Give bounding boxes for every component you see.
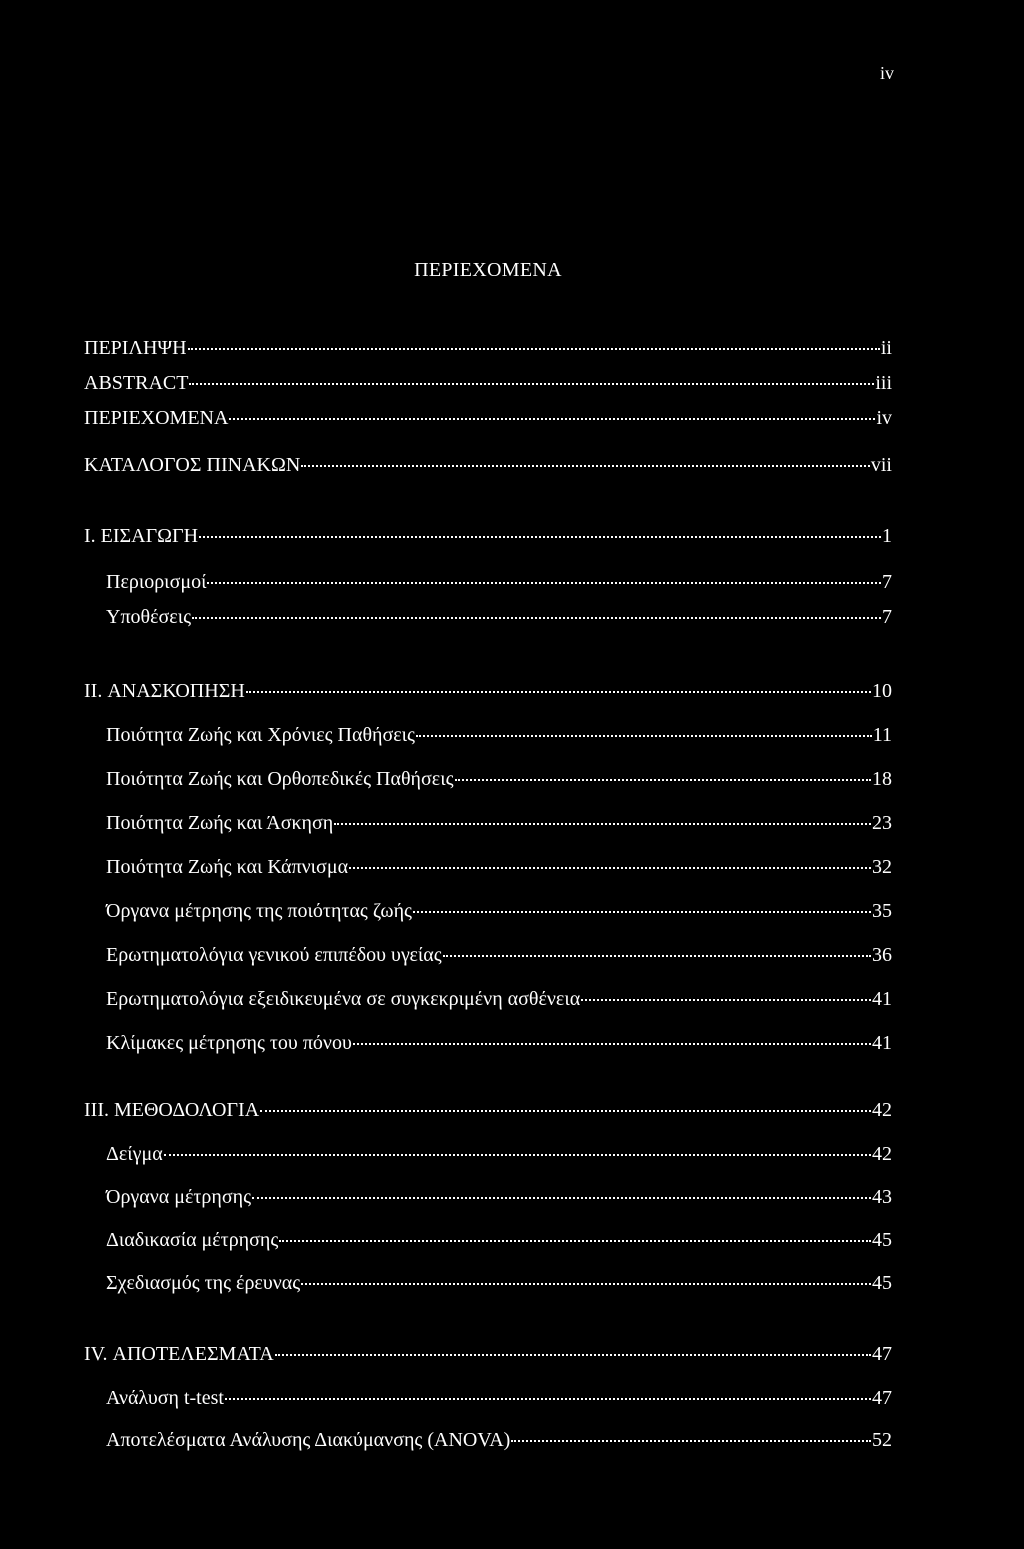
- toc-entry-page: ii: [880, 337, 892, 359]
- dot-leader: [279, 1240, 871, 1242]
- dot-leader: [334, 823, 871, 825]
- toc-entry-sample[interactable]: [106, 1140, 892, 1168]
- toc-entry-label: II. ΑΝΑΣΚΟΠΗΣΗ: [84, 680, 245, 702]
- toc-entry-page: 41: [872, 988, 892, 1010]
- toc-entry-page: iv: [876, 407, 892, 429]
- toc-entry-research-design[interactable]: [106, 1269, 892, 1297]
- toc-entry-hypotheses[interactable]: [106, 603, 892, 631]
- toc-entry-page: 42: [872, 1143, 892, 1165]
- toc-entry-label: Κλίμακες μέτρησης του πόνου: [106, 1032, 352, 1054]
- dot-leader: [260, 1110, 871, 1112]
- toc-entry-label: ABSTRACT: [84, 372, 189, 394]
- toc-entry-page: 36: [872, 944, 892, 966]
- dot-leader: [301, 465, 870, 467]
- dot-leader: [225, 1398, 871, 1400]
- toc-entry-label: Ποιότητα Ζωής και Ορθοπεδικές Παθήσεις: [106, 768, 454, 790]
- dot-leader: [199, 536, 881, 538]
- toc-entry-page: 10: [872, 680, 892, 702]
- toc-entry-general-health-questionnaires[interactable]: [106, 941, 892, 969]
- toc-entry-measurement-procedure[interactable]: [106, 1226, 892, 1254]
- toc-entry-label: III. ΜΕΘΟΔΟΛΟΓΙΑ: [84, 1099, 260, 1121]
- toc-entry-page: 42: [872, 1099, 892, 1121]
- toc-entry-label: ΚΑΤΑΛΟΓΟΣ ΠΙΝΑΚΩΝ: [84, 454, 301, 476]
- dot-leader: [413, 911, 871, 913]
- dot-leader: [246, 691, 871, 693]
- toc-entry-label: Δείγμα: [106, 1143, 163, 1165]
- toc-entry-qol-instruments[interactable]: [106, 897, 892, 925]
- toc-entry-measurement-instruments[interactable]: [106, 1183, 892, 1211]
- toc-entry-pain-scales[interactable]: [106, 1029, 892, 1057]
- toc-entry-page: 41: [872, 1032, 892, 1054]
- toc-entry-page: 18: [872, 768, 892, 790]
- toc-entry-page: 45: [872, 1272, 892, 1294]
- toc-entry-label: Περιορισμοί: [106, 571, 207, 593]
- toc-entry-disease-specific-questionnaires[interactable]: [106, 985, 892, 1013]
- toc-entry-qol-chronic[interactable]: [106, 721, 892, 749]
- toc-entry-qol-smoking[interactable]: [106, 853, 892, 881]
- toc-entry-abstract-en[interactable]: [84, 369, 892, 397]
- toc-entry-label: Ερωτηματολόγια εξειδικευμένα σε συγκεκριμένη ασθένεια: [106, 988, 581, 1010]
- toc-entry-page: 7: [882, 606, 892, 628]
- dot-leader: [301, 1283, 871, 1285]
- toc-entry-chapter-4[interactable]: [84, 1340, 892, 1368]
- toc-entry-page: iii: [875, 372, 892, 394]
- toc-entry-contents[interactable]: [84, 404, 892, 432]
- toc-entry-page: 7: [882, 571, 892, 593]
- toc-entry-label: Ποιότητα Ζωής και Άσκηση: [106, 812, 334, 834]
- dot-leader: [443, 955, 871, 957]
- toc-entry-page: 32: [872, 856, 892, 878]
- toc-entry-page: 1: [882, 525, 892, 547]
- toc-entry-page: 45: [872, 1229, 892, 1251]
- toc-entry-qol-orthopedic[interactable]: [106, 765, 892, 793]
- toc-entry-label: Αποτελέσματα Ανάλυσης Διακύμανσης (ANOVA): [106, 1429, 511, 1451]
- toc-entry-page: vii: [870, 454, 892, 476]
- toc-entry-chapter-2[interactable]: [84, 677, 892, 705]
- toc-entry-label: Ποιότητα Ζωής και Κάπνισμα: [106, 856, 349, 878]
- toc-entry-label: ΠΕΡΙΕΧΟΜΕΝΑ: [84, 407, 229, 429]
- dot-leader: [511, 1440, 871, 1442]
- toc-entry-label: ΠΕΡΙΛΗΨΗ: [84, 337, 187, 359]
- dot-leader: [164, 1154, 871, 1156]
- toc-entry-abstract-gr[interactable]: [84, 334, 892, 362]
- toc-entry-page: 47: [872, 1343, 892, 1365]
- toc-entry-t-test[interactable]: [106, 1384, 892, 1412]
- dot-leader: [189, 383, 874, 385]
- toc-entry-page: 23: [872, 812, 892, 834]
- toc-entry-label: Ποιότητα Ζωής και Χρόνιες Παθήσεις: [106, 724, 415, 746]
- dot-leader: [207, 582, 881, 584]
- toc-entry-page: 43: [872, 1186, 892, 1208]
- toc-entry-label: Υποθέσεις: [106, 606, 191, 628]
- toc-entry-limitations[interactable]: [106, 568, 892, 596]
- dot-leader: [581, 999, 871, 1001]
- toc-entry-page: 52: [872, 1429, 892, 1451]
- toc-entry-label: Όργανα μέτρησης: [106, 1186, 252, 1208]
- dot-leader: [353, 1043, 871, 1045]
- dot-leader: [252, 1197, 871, 1199]
- toc-entry-list-of-tables[interactable]: [84, 451, 892, 479]
- toc-entry-label: I. ΕΙΣΑΓΩΓΗ: [84, 525, 199, 547]
- dot-leader: [349, 867, 871, 869]
- toc-entry-page: 47: [872, 1387, 892, 1409]
- dot-leader: [275, 1354, 871, 1356]
- toc-entry-label: Διαδικασία μέτρησης: [106, 1229, 279, 1251]
- toc-entry-page: 11: [872, 724, 892, 746]
- dot-leader: [416, 735, 872, 737]
- toc-entry-label: Ερωτηματολόγια γενικού επιπέδου υγείας: [106, 944, 442, 966]
- toc-entry-chapter-3[interactable]: [84, 1096, 892, 1124]
- page-number: iv: [879, 63, 894, 83]
- toc-entry-qol-exercise[interactable]: [106, 809, 892, 837]
- toc-entry-label: IV. ΑΠΟΤΕΛΕΣΜΑΤΑ: [84, 1343, 274, 1365]
- dot-leader: [192, 617, 881, 619]
- toc-entry-anova[interactable]: [106, 1426, 892, 1454]
- toc-entry-page: 35: [872, 900, 892, 922]
- toc-title: ΠΕΡΙΕΧΟΜΕΝΑ: [414, 259, 562, 281]
- toc-entry-chapter-1[interactable]: [84, 522, 892, 550]
- toc-entry-label: Σχεδιασμός της έρευνας: [106, 1272, 301, 1294]
- toc-entry-label: Όργανα μέτρησης της ποιότητας ζωής: [106, 900, 412, 922]
- dot-leader: [455, 779, 872, 781]
- dot-leader: [229, 418, 875, 420]
- toc-entry-label: Ανάλυση t-test: [106, 1387, 224, 1409]
- dot-leader: [188, 348, 880, 350]
